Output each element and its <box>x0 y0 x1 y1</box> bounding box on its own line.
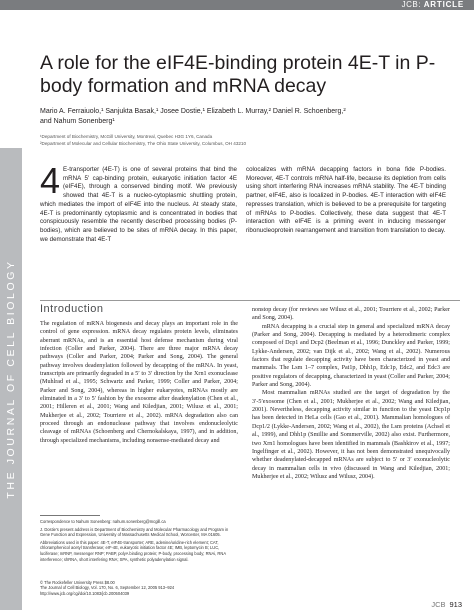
abbreviations-note: Abbreviations used in this paper: 4E-T, eIF4E-transporter; ARE, adenine/uridine-rich element; CAT, chloramphenicol acetyl transferase; eIF-4E, eukaryotic initiation factor 4E; IMB, leptomycin B; LUC, luciferase; mRNP, messenger RNP; PABP, polyA binding protein; P-body, processing body; RNAi, RNA interference; shRNA, short interfering RNA; SPA, synthetic polyadenylation signal. <box>40 539 226 562</box>
abstract-text: colocalizes with mRNA decapping factors in bona fide P-bodies. Moreover, 4E-T controls mRNA half-life, because its depletion from cells using short interfering RNA increases mRNA stability. The 4E-T binding partner, eIF4E, also is localized in P-bodies. 4E-T interaction with eIF4E represses translation, which is believed to be a prerequisite for targeting of mRNAs to P-bodies. Collectively, these data suggest that 4E-T interaction with eIF4E is a priming event in inducing messenger ribonucleoprotein rearrangement and transition from translation to decay. <box>246 166 446 234</box>
abstract-text: E-transporter (4E-T) is one of several proteins that bind the mRNA 5′ cap-binding protein, eukaryotic initiation factor 4E (eIF4E), through a conserved binding motif. We previously showed that 4E-T is a nucleo-cytoplasmic shuttling protein, which mediates the import of eIF4E into the nucleus. At steady state, 4E-T is predominantly cytoplasmic and is concentrated in bodies that conspicuously resemble the recently described processing bodies (P-bodies), which are believed to be sites of mRNA decay. In this paper, we demonstrate that 4E-T <box>40 166 237 243</box>
correspondence-note: Correspondence to Nahum Sonenberg: nahum.sonenberg@mcgill.ca <box>40 519 166 524</box>
author-line: and Nahum Sonenberg¹ <box>40 118 115 125</box>
paragraph: Most mammalian mRNAs studied are the target of degradation by the 3′-5′exosome (Chen et al., 2001; Mukherjee et al., 2002; Wang and Kiledjian, 2001). Nevertheless, decapping activity similar in function to the yeast Dcp1p has been detected in HeLa cells (Gao et al., 2001). Mammalian homologues of Dcp1/2 (Lykke-Andersen, 2002; Wang et al., 2002), the Lsm proteins (Achsel et al., 1999), and Dhh1p (Smillie and Sommerville, 2002) also exist. Furthermore, two Xrn1 homologues have been identified in mammals (Bashkirov et al., 1997; Ingelfinger et al., 2002). However, it has not been demonstrated unequivocally whether deadenylated-decapped mRNAs are subject to 5′ or 3′ exonucleolytic decay in mammalian cells in vivo (discussed in Wang and Kiledjian, 2001; Mukherjee et al., 2002; Wilusz and Wilusz, 2004). <box>252 390 450 480</box>
body-right-column <box>252 306 450 481</box>
page-footer <box>431 600 462 609</box>
section-divider <box>40 300 460 301</box>
section-heading: Introduction <box>40 303 104 315</box>
abstract-left-column <box>40 160 237 244</box>
paragraph: The regulation of mRNA biogenesis and decay plays an important role in the control of gene expression. mRNA decay regulates protein levels, eliminates aberrant mRNAs, and is an essential host defense mechanism during viral infection (Coller and Parker, 2004). There are three major mRNA decay pathways (Coller and Parker, 2004; Parker and Song, 2004). The general pathway involves deadenylation followed by decapping of the mRNA. In yeast, transcripts are primarily degraded in a 5′ to 3′ direction by the Xrn1 exonuclease (Muhlrad et al., 1995; Schwartz and Parker, 1999; Coller and Parker, 2004; Parker and Song, 2004), whereas in higher eukaryotes, mRNAs mostly are eliminated in a 3′ to 5′ fashion by the exosome after deadenylation (Chen et al., 2001; Hilleren et al., 2001; Wang and Kiledjian, 2001; Wilusz et al., 2001; Mukherjee et al., 2002; Tourriere et al., 2002). mRNA degradation also can proceed through an endonuclease pathway that involves endonucleolytic cleavage of mRNAs (Schoenberg and Chernokalskaya, 1997), and in addition, through specialized mechanisms, including nonsense-mediated decay and <box>40 321 238 444</box>
drop-cap: 4 <box>40 160 61 201</box>
doi-link[interactable]: http://www.jcb.org/cgi/doi/10.1083/jcb.200504039 <box>40 590 130 596</box>
journal-section-label <box>402 0 464 10</box>
section-name: ARTICLE <box>423 0 464 9</box>
footnote-divider <box>40 515 100 516</box>
article-title: A role for the eIF4E-binding protein 4E-T in P-body formation and mRNA decay <box>40 52 436 97</box>
author-list <box>40 107 460 127</box>
journal-citation: The Journal of Cell Biology, Vol. 170, No. 6, September 12, 2005 913–924 <box>40 585 175 591</box>
journal-sidebar-text: THE JOURNAL OF CELL BIOLOGY <box>5 259 17 499</box>
journal-sidebar <box>0 148 22 610</box>
affiliations <box>40 133 460 147</box>
journal-header-bar <box>0 0 474 10</box>
copyright-line: © The Rockefeller University Press $8.00 <box>40 580 115 585</box>
paragraph: nonstop decay (for reviews see Wilusz et al., 2001; Tourriere et al., 2002; Parker and Song, 2004). <box>252 307 450 322</box>
body-left-column <box>40 320 238 445</box>
address-note: J. Dostie's present address is Department of Biochemistry and Molecular Pharmacology and Program in Gene Function and Expression, University of Massachusetts Medical School, Worcester, MA 01605. <box>40 526 229 538</box>
abstract-right-column <box>246 166 446 236</box>
footer-journal: JCB <box>431 600 446 609</box>
page-number: 913 <box>449 600 462 609</box>
journal-mark: JCB: <box>401 0 421 9</box>
affiliation: ¹Department of Biochemistry, McGill University, Montreal, Quebec H3G 1Y6, Canada <box>40 134 213 139</box>
footnotes <box>40 519 238 564</box>
citation-block <box>40 580 240 596</box>
author-line: Mario A. Ferraiuolo,¹ Sanjukta Basak,¹ Josee Dostie,¹ Elizabeth L. Murray,² Daniel R. Schoenberg,² <box>40 108 346 115</box>
affiliation: ²Department of Molecular and Cellular Biochemistry, The Ohio State University, Columbus, OH 43210 <box>40 141 247 146</box>
paragraph: mRNA decapping is a crucial step in general and specialized mRNA decay (Parker and Song, 2004). Decapping is mediated by a heterodimeric complex composed of Dcp1 and Dcp2 (Beelman et al., 1996; Dunckley and Parker, 1999; Lykke-Andersen, 2002; van Dijk et al., 2002; Wang et al., 2002). Numerous factors that regulate decapping activity have been characterized in yeast and mammals. The Lsm 1–7 complex, Pat1p, Dhh1p, Edc1p, Edc2, and Edc3 are positive regulators of decapping, characterized in yeast (Coller and Parker, 2004; Parker and Song, 2004). <box>252 323 450 389</box>
